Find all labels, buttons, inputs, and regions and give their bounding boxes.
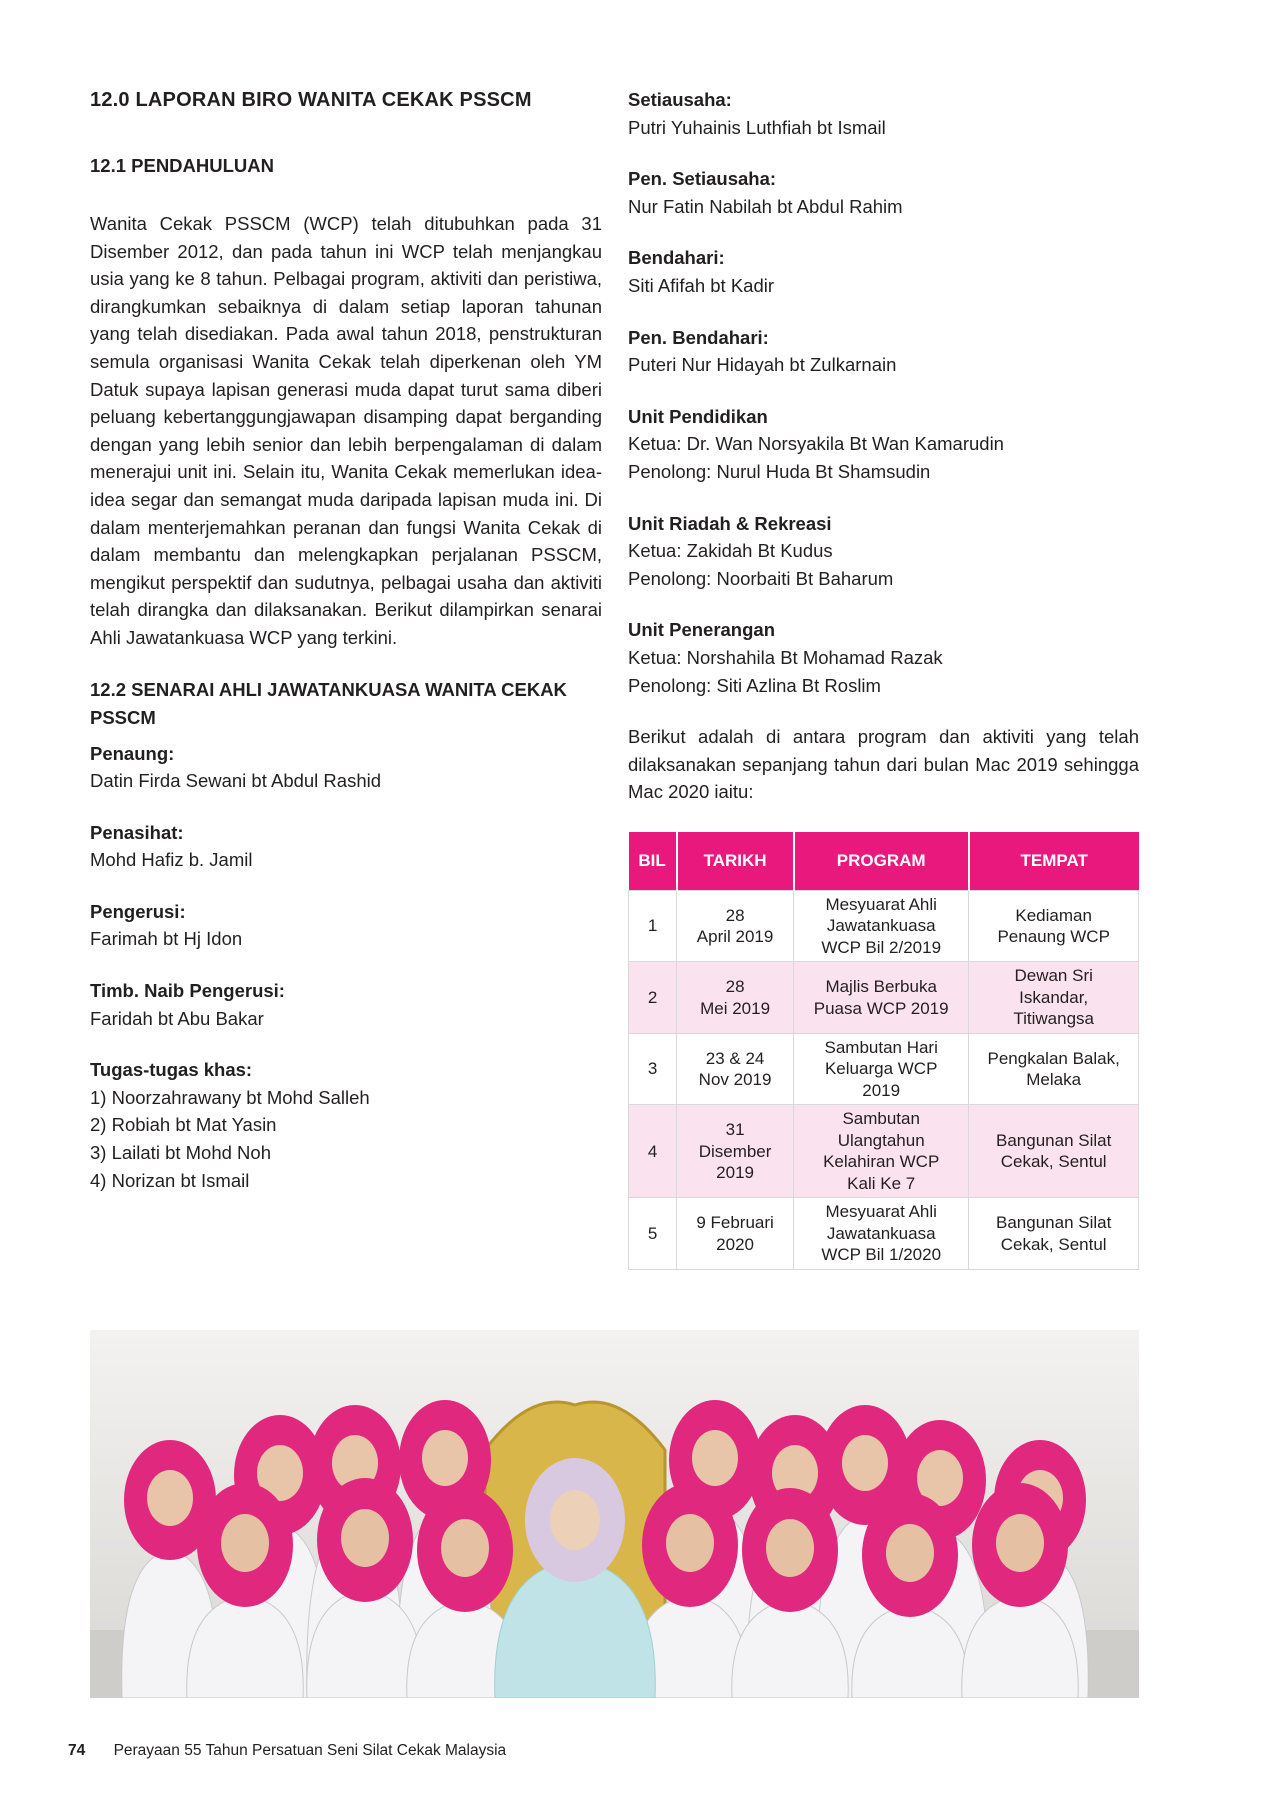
left-role-block (90, 1056, 602, 1194)
left-column (90, 86, 602, 1218)
cell-tarikh: 31 Disember 2019 (677, 1105, 794, 1198)
left-role-block (90, 898, 602, 953)
header-program: PROGRAM (794, 832, 969, 891)
intro-heading: 12.1 PENDAHULUAN (90, 155, 275, 176)
cell-tarikh: 28 April 2019 (677, 890, 794, 962)
committee-list-left (90, 740, 602, 1195)
role-title: Tugas-tugas khas: (90, 1059, 253, 1081)
member-name: Siti Afifah bt Kadir (628, 274, 775, 296)
person-face (666, 1514, 714, 1572)
cell-tarikh: 9 Februari 2020 (677, 1198, 794, 1270)
right-role-block (628, 165, 1139, 220)
role-title: Penasihat: (90, 821, 184, 843)
table-row (629, 1105, 1139, 1198)
right-role-block (628, 244, 1139, 299)
cell-bil: 5 (629, 1198, 677, 1270)
person-face (147, 1470, 193, 1526)
cell-tarikh: 23 & 24 Nov 2019 (677, 1033, 794, 1105)
cell-program: Mesyuarat Ahli Jawatankuasa WCP Bil 1/2020 (794, 1198, 969, 1270)
person-face (996, 1514, 1044, 1572)
person-face (886, 1524, 934, 1582)
cell-program: Majlis Berbuka Puasa WCP 2019 (794, 962, 969, 1034)
center-person-face (550, 1490, 600, 1550)
table-row (629, 1033, 1139, 1105)
member-name: Nur Fatin Nabilah bt Abdul Rahim (628, 195, 903, 217)
role-title: Pengerusi: (90, 900, 186, 922)
cell-tempat: Kediaman Penaung WCP (969, 890, 1139, 962)
member-name: Penolong: Noorbaiti Bt Baharum (628, 567, 894, 589)
member-name: Ketua: Norshahila Bt Mohamad Razak (628, 646, 943, 668)
section-title: 12.0 LAPORAN BIRO WANITA CEKAK PSSCM (90, 89, 532, 111)
activities-table (628, 832, 1139, 1270)
right-role-block (628, 510, 1139, 593)
cell-tempat: Pengkalan Balak, Melaka (969, 1033, 1139, 1105)
cell-bil: 3 (629, 1033, 677, 1105)
member-name: Penolong: Nurul Huda Bt Shamsudin (628, 460, 931, 482)
member-name: Datin Firda Sewani bt Abdul Rashid (90, 770, 382, 792)
member-name: Mohd Hafiz b. Jamil (90, 849, 253, 871)
role-title: Pen. Setiausaha: (628, 168, 777, 190)
person-face (422, 1430, 468, 1486)
cell-bil: 1 (629, 890, 677, 962)
member-name: 1) Noorzahrawany bt Mohd Salleh (90, 1086, 370, 1108)
page-number: 74 (68, 1742, 86, 1759)
cell-tarikh: 28 Mei 2019 (677, 962, 794, 1034)
cell-program: Sambutan Ulangtahun Kelahiran WCP Kali Ke 7 (794, 1105, 969, 1198)
right-role-block (628, 324, 1139, 379)
role-title: Setiausaha: (628, 89, 732, 110)
photo-people (122, 1400, 1089, 1698)
left-role-block (90, 819, 602, 874)
cell-program: Mesyuarat Ahli Jawatankuasa WCP Bil 2/2019 (794, 890, 969, 962)
left-role-block (90, 977, 602, 1032)
member-name: Faridah bt Abu Bakar (90, 1007, 264, 1029)
person-face (341, 1509, 389, 1567)
member-name: Puteri Nur Hidayah bt Zulkarnain (628, 354, 897, 376)
member-name: Ketua: Zakidah Bt Kudus (628, 540, 833, 562)
right-column (628, 86, 1139, 1270)
role-title: Bendahari: (628, 247, 725, 269)
page-footer (68, 1742, 506, 1760)
committee-heading: 12.2 SENARAI AHLI JAWATANKUASA WANITA CEKAK PSSCM (90, 678, 567, 728)
table-body (629, 890, 1139, 1269)
group-photo-illustration (90, 1330, 1139, 1698)
cell-tempat: Bangunan Silat Cekak, Sentul (969, 1105, 1139, 1198)
table-row (629, 1198, 1139, 1270)
person-face (842, 1435, 888, 1491)
left-role-block (90, 740, 602, 795)
table-header-row (629, 832, 1139, 891)
member-name: Farimah bt Hj Idon (90, 928, 243, 950)
person-face (766, 1519, 814, 1577)
publication-title: Perayaan 55 Tahun Persatuan Seni Silat Cekak Malaysia (113, 1742, 507, 1759)
table-row (629, 890, 1139, 962)
header-bil: BIL (629, 832, 677, 891)
member-name: 4) Norizan bt Ismail (90, 1169, 250, 1191)
person-face (441, 1519, 489, 1577)
person-face (221, 1514, 269, 1572)
right-role-block (628, 616, 1139, 699)
cell-bil: 4 (629, 1105, 677, 1198)
cell-tempat: Dewan Sri Iskandar, Titiwangsa (969, 962, 1139, 1034)
group-photo (90, 1330, 1139, 1698)
member-name: 3) Lailati bt Mohd Noh (90, 1142, 271, 1164)
member-name: 2) Robiah bt Mat Yasin (90, 1114, 277, 1136)
table-row (629, 962, 1139, 1034)
committee-list-right (628, 86, 1139, 699)
role-title: Unit Pendidikan (628, 405, 768, 427)
member-name: Putri Yuhainis Luthfiah bt Ismail (628, 116, 886, 138)
activities-intro: Berikut adalah di antara program dan aktiviti yang telah dilaksanakan sepanjang tahun dari bulan Mac 2019 sehingga Mac 2020 iaitu: (628, 726, 1139, 803)
person-face (692, 1430, 738, 1486)
header-tempat: TEMPAT (969, 832, 1139, 891)
role-title: Unit Riadah & Rekreasi (628, 512, 832, 534)
cell-bil: 2 (629, 962, 677, 1034)
cell-tempat: Bangunan Silat Cekak, Sentul (969, 1198, 1139, 1270)
header-tarikh: TARIKH (677, 832, 794, 891)
member-name: Penolong: Siti Azlina Bt Roslim (628, 674, 881, 696)
role-title: Penaung: (90, 742, 175, 764)
role-title: Pen. Bendahari: (628, 326, 769, 348)
cell-program: Sambutan Hari Keluarga WCP 2019 (794, 1033, 969, 1105)
role-title: Unit Penerangan (628, 619, 775, 641)
right-role-block (628, 403, 1139, 486)
right-role-block (628, 86, 1139, 141)
intro-paragraph: Wanita Cekak PSSCM (WCP) telah ditubuhkan pada 31 Disember 2012, dan pada tahun ini WCP telah menjangkau usia yang ke 8 tahun. Pelbagai program, aktiviti dan peristiwa, dirangkumkan sebaiknya di dalam setiap laporan tahunan yang telah disediakan. Pada awal tahun 2018, penstrukturan semula organisasi Wanita Cekak telah diperkenan oleh YM Datuk supaya lapisan generasi muda dapat turut sama diberi peluang kebertanggungjawapan disamping dapat berganding dengan yang lebih senior dan lebih berpengalaman di dalam menerajui unit ini. Selain itu, Wanita Cekak memerlukan idea-idea segar dan semangat muda daripada lapisan muda ini. Di dalam menterjemahkan peranan dan fungsi Wanita Cekak di dalam membantu dan melengkapkan perjalanan PSSCM, mengikut perspektif dan sudutnya, pelbagai usaha dan aktiviti telah dirangka dan dilaksanakan. Berikut dilampirkan senarai Ahli Jawatankuasa WCP yang terkini. (90, 213, 602, 648)
role-title: Timb. Naib Pengerusi: (90, 980, 285, 1002)
member-name: Ketua: Dr. Wan Norsyakila Bt Wan Kamarudin (628, 433, 1004, 455)
